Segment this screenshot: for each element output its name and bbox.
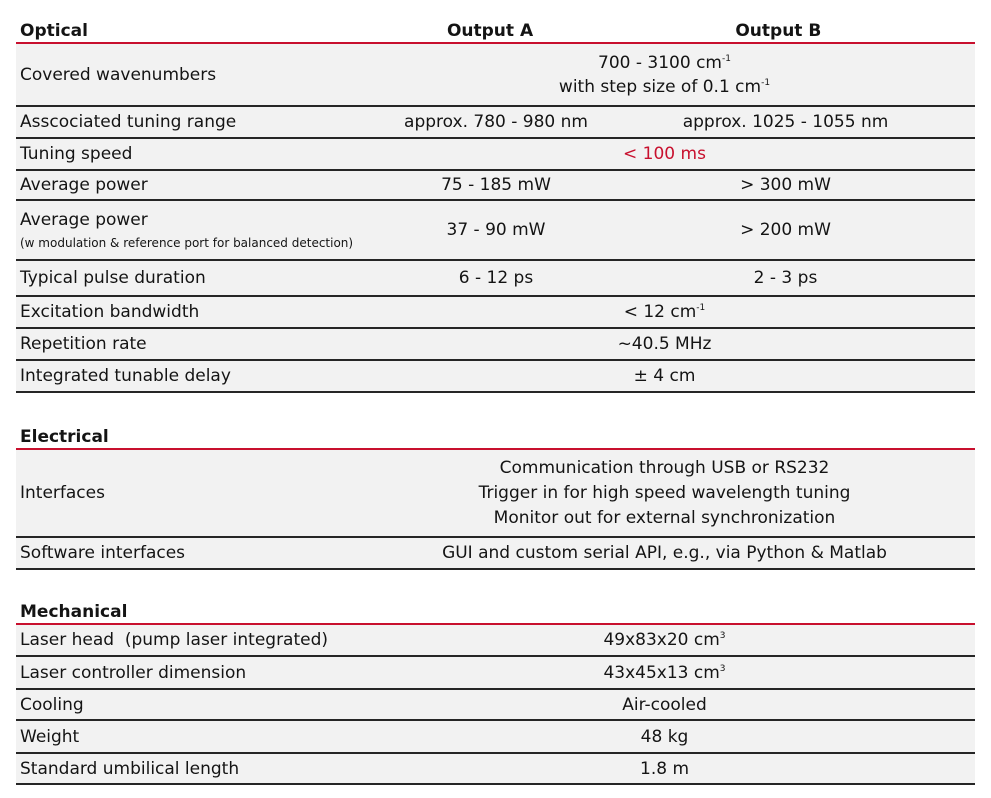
row-label: Typical pulse duration xyxy=(20,268,206,288)
row-tunable-delay xyxy=(16,361,975,393)
row-label: Covered wavenumbers xyxy=(20,64,217,85)
row-pulse-duration xyxy=(16,261,975,297)
output-b-header: Output B xyxy=(735,21,822,41)
row-value-b: > 200 mW xyxy=(740,220,831,240)
optical-header xyxy=(16,17,975,44)
row-label: Interfaces xyxy=(20,483,105,503)
row-label: Standard umbilical length xyxy=(20,758,240,779)
row-value-b: 2 - 3 ps xyxy=(753,268,818,288)
row-value-a: 75 - 185 mW xyxy=(441,175,551,195)
row-value: < 100 ms xyxy=(623,144,706,164)
row-label: Weight xyxy=(20,726,80,747)
row-value: 49x83x20 $cm^3$ xyxy=(603,630,726,650)
row-tuning-range xyxy=(16,107,975,139)
row-label: Repetition rate xyxy=(20,334,147,354)
row-value: < 12 $cm^{-1}$ xyxy=(623,302,706,322)
row-label: Average power xyxy=(20,175,148,195)
row-software-interfaces xyxy=(16,538,975,570)
row-value: Air-cooled xyxy=(622,694,707,715)
wavenumber-step: with step size of 0.1 cm xyxy=(558,76,762,97)
row-value: ~40.5 MHz xyxy=(617,334,712,354)
row-repetition-rate xyxy=(16,329,975,361)
row-label: Laser head (pump laser integrated) xyxy=(20,630,329,650)
wavenumber-range: 700 - 3100 cm xyxy=(598,52,722,73)
row-label: Asscociated tuning range xyxy=(20,112,237,132)
row-value: 1.8 m xyxy=(640,758,689,779)
row-value: 48 kg xyxy=(640,726,689,747)
row-value: GUI and custom serial API, e.g., via Python & Matlab xyxy=(442,543,887,563)
row-value-b: > 300 mW xyxy=(740,175,831,195)
row-value: 43x45x13 $cm^3$ xyxy=(603,662,726,683)
row-average-power xyxy=(16,171,975,201)
row-label: Excitation bandwidth xyxy=(20,302,200,322)
row-label: Average power (w modulation & reference port for balanced detection) xyxy=(16,210,396,250)
row-weight xyxy=(16,721,975,754)
row-sublabel: (w modulation & reference port for balanced detection) xyxy=(20,236,354,250)
electrical-header xyxy=(16,422,975,450)
row-tuning-speed xyxy=(16,139,975,171)
optical-title: Optical xyxy=(20,21,88,41)
row-average-power-modulation xyxy=(16,201,975,261)
row-value-b: approx. 1025 - 1055 nm xyxy=(682,112,889,132)
row-label: Software interfaces xyxy=(20,543,186,563)
row-umbilical-length xyxy=(16,754,975,785)
optical-section xyxy=(16,17,975,393)
row-value-a: 6 - 12 ps xyxy=(458,268,534,288)
row-value: 700 - 3100 $cm^{-1}$ with step size of 0.1 $cm^{-1}$ xyxy=(558,52,771,97)
output-a-header: Output A xyxy=(446,21,534,41)
row-covered-wavenumbers xyxy=(16,44,975,107)
row-cooling xyxy=(16,690,975,721)
row-value-a: approx. 780 - 980 nm xyxy=(404,112,588,132)
electrical-title: Electrical xyxy=(20,427,109,447)
row-label: Integrated tunable delay xyxy=(20,366,231,386)
interface-line-2: Trigger in for high speed wavelength tuning xyxy=(478,482,851,503)
row-controller-dimension xyxy=(16,657,975,690)
electrical-section xyxy=(16,422,975,570)
row-value: ± 4 cm xyxy=(633,366,696,386)
row-laser-head xyxy=(16,625,975,657)
row-label: Cooling xyxy=(20,694,84,715)
interface-line-1: Communication through USB or RS232 xyxy=(499,457,830,478)
row-excitation-bandwidth xyxy=(16,297,975,329)
row-label: Tuning speed xyxy=(20,144,133,164)
mechanical-title: Mechanical xyxy=(20,602,128,622)
mechanical-header xyxy=(16,597,975,625)
interface-line-3: Monitor out for external synchronization xyxy=(493,507,836,528)
mechanical-section xyxy=(16,597,975,785)
row-label: Laser controller dimension xyxy=(20,662,247,683)
row-interfaces xyxy=(16,450,975,538)
row-value xyxy=(396,456,975,531)
row-value-a: 37 - 90 mW xyxy=(446,220,546,240)
